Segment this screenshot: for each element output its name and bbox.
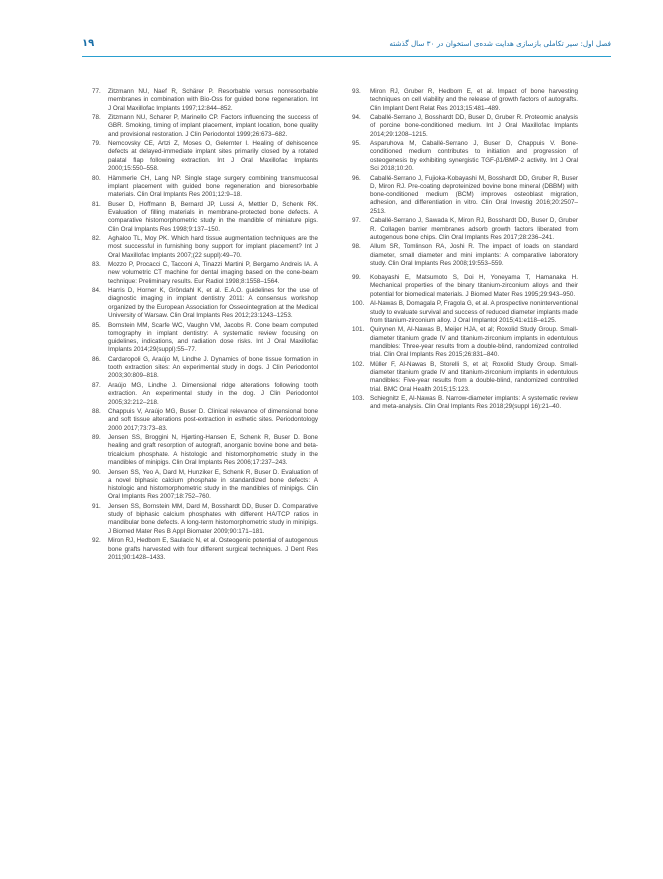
reference-text: Cardaropoli G, Araújo M, Lindhe J. Dynamics of bone tissue formation in tooth extraction sites: An experimental study in dogs. J Clin Periodontol 2003;30:809–818. — [108, 355, 318, 380]
reference-text: Al-Nawas B, Domagala P, Fragola G, et al. A prospective noninterventional study to evaluate survival and success of reduced diameter implants made from titanium-zirconium alloy. J Oral Implantol 2015;41:e118–e125. — [370, 300, 578, 324]
reference-item — [92, 537, 318, 562]
reference-text: Müller F, Al-Nawas B, Storelli S, et al; Roxolid Study Group. Small-diameter titanium grade IV and titanium-zirconium implants in edentulous mandibles: Five-year results from a double-blind, randomized controlled trial. BMC Oral Health 2015;15:123. — [370, 360, 578, 393]
reference-item — [352, 88, 578, 113]
reference-item — [352, 326, 578, 359]
reference-item — [92, 175, 318, 200]
reference-item — [352, 395, 578, 412]
reference-item — [352, 114, 578, 139]
page-number: ۱۹ — [82, 38, 95, 49]
reference-item — [352, 217, 578, 242]
reference-number: 89. — [92, 434, 101, 442]
reference-text: Zitzmann NU, Scharer P, Marinello CP. Factors influencing the success of GBR. Smoking, timing of implant placement, implant location, bone quality and provisional restoration. J Clin Periodontol 1999;26:673–682. — [108, 114, 318, 138]
reference-number: 83. — [92, 261, 101, 269]
reference-text: Chappuis V, Araújo MG, Buser D. Clinical relevance of dimensional bone and soft tissue alterations post-extraction in esthetic sites. Periodontology 2000 2017;73:73–83. — [108, 408, 318, 432]
reference-text: Kobayashi E, Matsumoto S, Doi H, Yoneyama T, Hamanaka H. Mechanical properties of the binary titanium-zirconium alloys and their potential for biomedical materials. J Biomed Mater Res 1995;29:943–950. — [370, 274, 578, 298]
reference-number: 78. — [92, 114, 101, 122]
reference-number: 87. — [92, 381, 101, 389]
reference-text: Miron RJ, Hedbom E, Saulacic N, et al. Osteogenic potential of autogenous bone grafts harvested with four different surgical techniques. J Dent Res 2011;90:1428–1433. — [108, 537, 319, 561]
reference-number: 96. — [352, 174, 361, 182]
reference-text: Quirynen M, Al-Nawas B, Meijer HJA, et al; Roxolid Study Group. Small-diameter titanium grade IV and titanium-zirconium implants in edentulous mandibles: Three-year results from a double-blind, randomized controlled trial. Clin Oral Implants Res 2015;26:831–840. — [370, 326, 578, 359]
reference-item — [92, 322, 318, 355]
reference-number: 95. — [352, 140, 361, 148]
reference-number: 98. — [352, 243, 361, 251]
reference-text: Schiegnitz E, Al-Nawas B. Narrow-diameter implants: A systematic review and meta-analysis. Clin Oral Implants Res 2018;29(suppl 16):21–40. — [370, 395, 578, 411]
reference-item — [92, 201, 318, 234]
reference-text: Zitzmann NU, Naef R, Schärer P. Resorbable versus nonresorbable membranes in combination with Bio-Oss for guided bone regeneration. Int J Oral Maxillofac Implants 1997;12:844–852. — [108, 88, 318, 112]
reference-item — [92, 261, 318, 286]
reference-number: 101. — [352, 326, 365, 334]
reference-text: Caballé-Serrano J, Fujioka-Kobayashi M, Bosshardt DD, Gruber R, Buser D, Miron RJ. Pre-coating deproteinized bovine bone mineral (DBBM) with bone-conditioned medium (BCM) improves osteoblast migration, adhesion, and differentiation in vitro. Clin Oral Investig 2016;20:2507–2513. — [370, 174, 578, 215]
reference-text: Buser D, Hoffmann B, Bernard JP, Lussi A, Mettler D, Schenk RK. Evaluation of filling materials in membrane-protected bone defects. A comparative histomorphometric study in the mandible of miniature pigs. Clin Oral Implants Res 1998;9:137–150. — [108, 200, 318, 233]
reference-item — [92, 503, 318, 536]
reference-text: Jensen SS, Broggini N, Hjørting-Hansen E, Schenk R, Buser D. Bone healing and graft resorption of autograft, anorganic bovine bone and beta-tricalcium phosphate. A histologic and histomorphometric study in the mandibles of minipigs. Clin Oral Implants Res 2006;17:237–243. — [108, 434, 318, 467]
reference-text: Allum SR, Tomlinson RA, Joshi R. The impact of loads on standard diameter, small diameter and mini implants: A comparative laboratory study. Clin Oral Implants Res 2008;19:553–559. — [370, 243, 578, 267]
reference-number: 93. — [352, 88, 361, 95]
reference-text: Jensen SS, Bornstein MM, Dard M, Bosshardt DD, Buser D. Comparative study of biphasic calcium phosphates with different HA/TCP ratios in mandibular bone defects. A long-term histomorphometric study in minipigs. J Biomed Mater Res B Appl Biomater 2009;90:171–181. — [108, 502, 318, 535]
reference-number: 91. — [92, 502, 101, 510]
reference-number: 102. — [352, 360, 365, 368]
reference-item — [92, 382, 318, 407]
reference-item — [352, 243, 578, 268]
reference-number: 82. — [92, 234, 101, 242]
reference-number: 92. — [92, 537, 101, 545]
reference-text: Nemcovsky CE, Artzi Z, Moses O, Gelernter I. Healing of dehiscence defects at delayed-immediate implant sites primarily closed by a rotated palatal flap following extraction. Int J Oral Maxillofac Implants 2000;15:550–558. — [108, 140, 318, 173]
reference-item — [92, 235, 318, 260]
reference-text: Jensen SS, Yeo A, Dard M, Hunziker E, Schenk R, Buser D. Evaluation of a novel biphasic calcium phosphate in standardized bone defects: A histologic and histomorphometric study in the mandibles of minipigs. Clin Oral Implants Res 2007;18:752–760. — [108, 468, 318, 501]
reference-item — [92, 356, 318, 381]
reference-text: Mozzo P, Procacci C, Tacconi A, Tinazzi Martini P, Bergamo Andreis IA. A new volumetric CT machine for dental imaging based on the cone-beam technique: Preliminary results. Eur Radiol 1998;8:1558–1564. — [108, 261, 318, 285]
reference-number: 103. — [352, 395, 365, 403]
reference-item — [92, 469, 318, 502]
reference-item — [92, 88, 318, 113]
reference-text: Araújo MG, Lindhe J. Dimensional ridge alterations following tooth extraction. An experimental study in the dog. J Clin Periodontol 2005;32:212–218. — [108, 381, 318, 406]
reference-item — [352, 300, 578, 325]
reference-number: 97. — [352, 217, 361, 225]
references-right-column — [352, 88, 578, 413]
reference-number: 81. — [92, 200, 101, 208]
references-left-column — [92, 88, 318, 563]
reference-text: Bornstein MM, Scarfe WC, Vaughn VM, Jacobs R. Cone beam computed tomography in implant dentistry: A systematic review focusing on guidelines, indications, and radiation dose risks. Int J Oral Maxillofac Implants 2014;29(suppl):55–77. — [108, 321, 318, 354]
reference-number: 94. — [352, 114, 361, 122]
reference-number: 88. — [92, 408, 101, 416]
reference-text: Aghaloo TL, Moy PK. Which hard tissue augmentation techniques are the most successful in furnishing bony support for implant placement? Int J Oral Maxillofac Implants 2007;(22 suppl):49–70. — [108, 234, 318, 259]
reference-text: Harris D, Horner K, Gröndahl K, et al. E.A.O. guidelines for the use of diagnostic imaging in implant dentistry 2011: A consensus workshop organized by the European Association for Osseointegration at the Medical University of Warsaw. Clin Oral Implants Res 2012;23:1243–1253. — [108, 287, 318, 320]
reference-number: 79. — [92, 140, 101, 148]
reference-text: Caballé-Serrano J, Bosshardt DD, Buser D, Gruber R. Proteomic analysis of porcine bone-conditioned medium. Int J Oral Maxillofac Implants 2014;29:1208–1215. — [370, 114, 578, 138]
reference-item — [352, 274, 578, 299]
reference-item — [352, 361, 578, 394]
reference-number: 90. — [92, 468, 101, 476]
reference-number: 77. — [92, 88, 101, 95]
reference-item — [92, 114, 318, 139]
reference-text: Hämmerle CH, Lang NP. Single stage surgery combining transmucosal implant placement with guided bone regeneration and bioresorbable materials. Clin Oral Implants Res 2001;12:9–18. — [108, 174, 318, 199]
reference-item — [92, 434, 318, 467]
reference-number: 99. — [352, 274, 361, 282]
reference-number: 80. — [92, 174, 101, 182]
reference-text: Asparuhova M, Caballé-Serrano J, Buser D, Chappuis V. Bone-conditioned medium contributes to initiation and progression of osteogenesis by exhibiting synergistic TGF-β1/BMP-2 activity. Int J Oral Sci 2018;10:20. — [370, 140, 578, 173]
reference-item — [352, 140, 578, 173]
reference-item — [92, 140, 318, 173]
running-title: فصل اول: سیر تکاملی بازسازی هدایت شده‌ی استخوان در ۳۰ سال گذشته — [389, 39, 611, 48]
reference-number: 100. — [352, 300, 365, 308]
reference-item — [92, 287, 318, 320]
page-header — [82, 38, 611, 57]
reference-number: 86. — [92, 355, 101, 363]
reference-number: 85. — [92, 321, 101, 329]
reference-text: Miron RJ, Gruber R, Hedbom E, et al. Impact of bone harvesting techniques on cell viability and the release of growth factors of autografts. Clin Implant Dent Relat Res 2013;15:481–489. — [370, 88, 578, 112]
reference-item — [92, 408, 318, 433]
reference-number: 84. — [92, 287, 101, 295]
reference-item — [352, 175, 578, 216]
reference-text: Caballé-Serrano J, Sawada K, Miron RJ, Bosshardt DD, Buser D, Gruber R. Collagen barrier membranes adsorb growth factors liberated from autogenous bone chips. Clin Oral Implants Res 2017;28:236–241. — [370, 217, 578, 241]
